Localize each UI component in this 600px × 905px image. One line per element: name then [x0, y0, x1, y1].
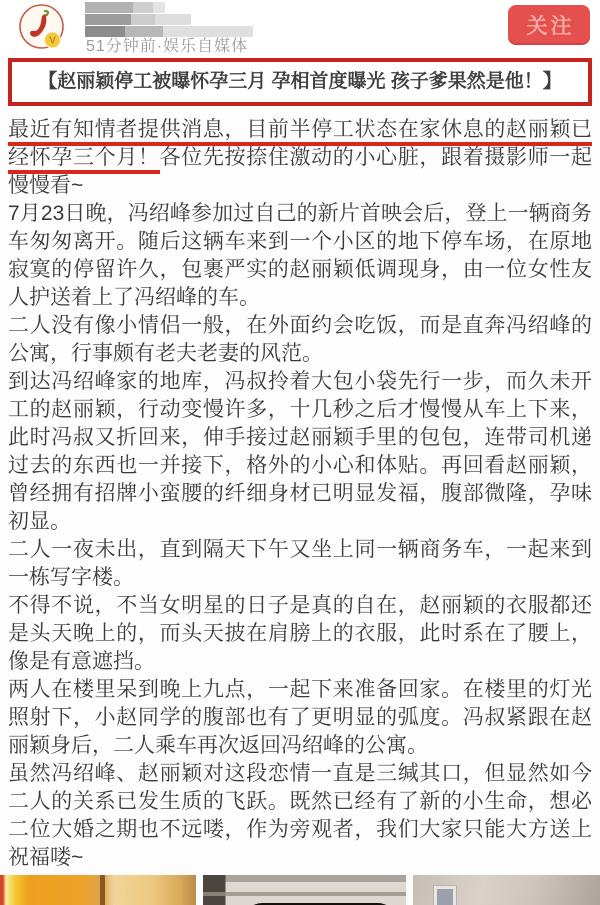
article-paragraph: 二人没有像小情侣一般，在外面约会吃饭，而是直奔冯绍峰的公寓，行事颇有老夫老妻的风范。	[8, 314, 592, 365]
article-body	[0, 116, 600, 872]
article-paragraph: 不得不说，不当女明星的日子是真的自在，赵丽颖的衣服都还是头天晚上的，而头天披在肩膀上的衣服，此时系在了腰上，像是有意遮挡。	[8, 594, 592, 673]
lead-underlined-text: 最近有知情者提供消息，目前半停工状态在家休息的赵丽颖已经怀孕三个月！	[8, 118, 592, 174]
verified-badge-label: V	[49, 35, 56, 47]
headline-text: 【赵丽颖停工被曝怀孕三月 孕相首度曝光 孩子爹果然是他！】	[38, 71, 562, 92]
avatar[interactable]	[18, 3, 65, 50]
chili-pepper-avatar-icon	[18, 3, 65, 50]
wall-picture-frame	[434, 886, 456, 905]
post-meta-timestamp: 51分钟前·娱乐自媒体	[86, 38, 249, 55]
article-paragraph: 虽然冯绍峰、赵丽颖对这段恋情一直是三缄其口，但显然如今二人的关系已发生质的飞跃。既然已经有了新的小生命，想必二位大婚之期也不远喽，作为旁观者，我们大家只能大方送上祝福喽~	[8, 762, 592, 869]
headline-banner	[8, 58, 592, 106]
article-paragraph: 两人在楼里呆到晚上九点，一起下来准备回家。在楼里的灯光照射下，小赵同学的腹部也有了更明显的弧度。冯叔紧跟在赵丽颖身后，二人乘车再次返回冯绍峰的公寓。	[8, 678, 592, 757]
article-paragraph-lead	[8, 116, 592, 200]
post-header	[0, 0, 600, 54]
follow-button[interactable]: 关注	[508, 5, 590, 45]
lead-rest-text: 各位先按捺住激动的小心脏，跟着摄影师一起慢慢看~	[8, 146, 592, 197]
photo-elevator-mirror[interactable]	[0, 875, 196, 905]
article-paragraph: 7月23日晚，冯绍峰参加过自己的新片首映会后，登上一辆商务车匆匆离开。随后这辆车来到一个小区的地下停车场，在原地寂寞的停留许久，包裹严实的赵丽颖低调现身，由一位女性友人护送着上了冯绍峰的车。	[8, 202, 592, 309]
article-paragraph: 到达冯绍峰家的地库，冯叔拎着大包小袋先行一步，而久未开工的赵丽颖，行动变慢许多，十几秒之后才慢慢从车上下来，此时冯叔又折回来，伸手接过赵丽颖手里的包包，连带司机递过去的东西也一并接下，格外的小心和体贴。再回看赵丽颖，曾经拥有招牌小蛮腰的纤细身材已明显发福，腹部微隆，孕味初显。	[8, 370, 592, 533]
photo-garage-suv[interactable]	[203, 875, 406, 905]
photo-lobby-figures[interactable]	[413, 875, 600, 905]
photo-strip	[0, 875, 600, 905]
article-paragraph: 二人一夜未出，直到隔天下午又坐上同一辆商务车，一起来到一栋写字楼。	[8, 538, 592, 589]
